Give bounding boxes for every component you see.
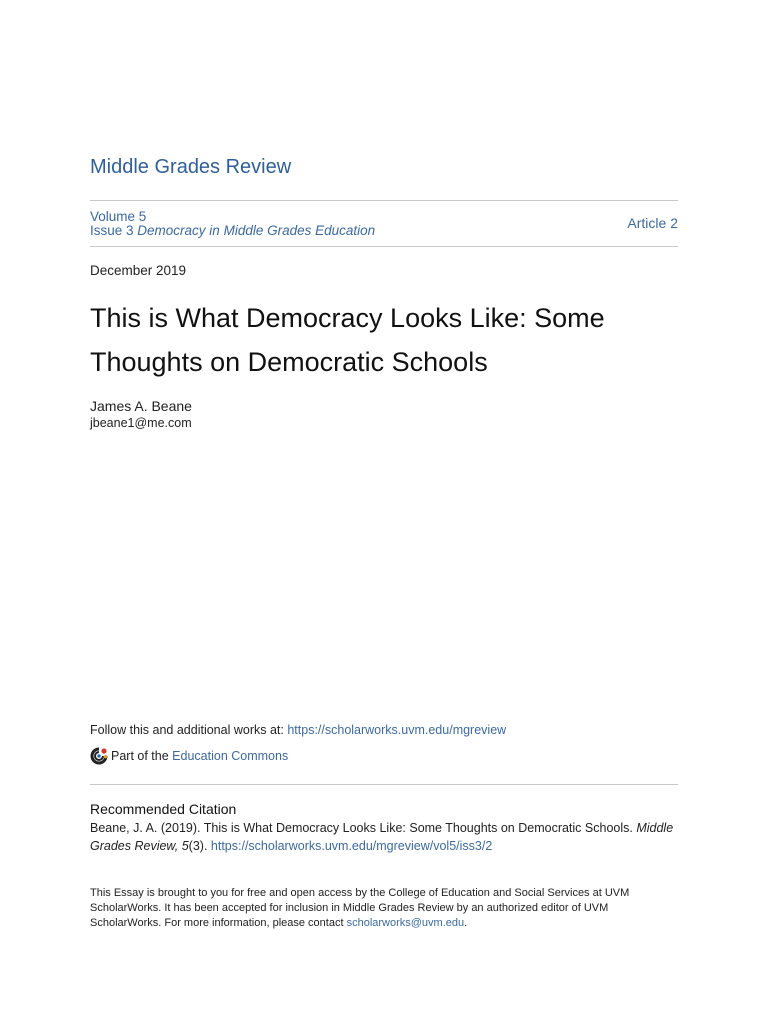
part-of-text: Part of the	[111, 749, 169, 763]
publication-date: December 2019	[90, 263, 187, 278]
education-commons-link[interactable]: Education Commons	[172, 749, 289, 763]
author-name: James A. Beane	[90, 398, 192, 414]
citation-journal: Middle Grades Review, 5	[90, 821, 674, 853]
issue-link[interactable]: Issue 3	[90, 223, 134, 238]
part-of-line	[90, 747, 288, 765]
creative-commons-network-icon	[90, 747, 108, 765]
access-notice	[90, 886, 650, 931]
issue-title: Democracy in Middle Grades Education	[137, 223, 376, 238]
citation-link[interactable]: https://scholarworks.uvm.edu/mgreview/vol5/iss3/2	[210, 838, 493, 853]
follow-line	[90, 723, 506, 737]
recommended-citation-heading: Recommended Citation	[90, 801, 237, 817]
article-title: This is What Democracy Looks Like: Some Thoughts on Democratic Schools	[90, 303, 605, 377]
author-email: jbeane1@me.com	[90, 416, 192, 430]
citation-issue: (3).	[188, 838, 208, 853]
notice-text: This Essay is brought to you for free and open access by the College of Education and Social Services at UVM ScholarWorks. It has been accepted for inclusion in Middle Grades Review by an authorized editor of UVM ScholarWorks. For more information, please contact	[90, 887, 630, 929]
follow-link[interactable]: https://scholarworks.uvm.edu/mgreview	[287, 723, 507, 737]
divider-top	[90, 200, 678, 201]
citation-text	[90, 820, 678, 855]
notice-end: .	[464, 917, 468, 929]
contact-email-link[interactable]: scholarworks@uvm.edu	[346, 917, 465, 929]
journal-title-link[interactable]: Middle Grades Review	[90, 156, 292, 178]
citation-body: Beane, J. A. (2019). This is What Democracy Looks Like: Some Thoughts on Democratic Schools.	[90, 821, 633, 835]
volume-link[interactable]: Volume 5	[90, 209, 147, 224]
divider-issue	[90, 246, 678, 247]
divider-citation	[90, 784, 678, 785]
issue-line	[90, 223, 375, 238]
cover-page	[90, 0, 678, 1024]
issue-title-link[interactable]	[137, 223, 375, 238]
article-number-link[interactable]: Article 2	[627, 215, 678, 231]
follow-text: Follow this and additional works at:	[90, 723, 284, 737]
